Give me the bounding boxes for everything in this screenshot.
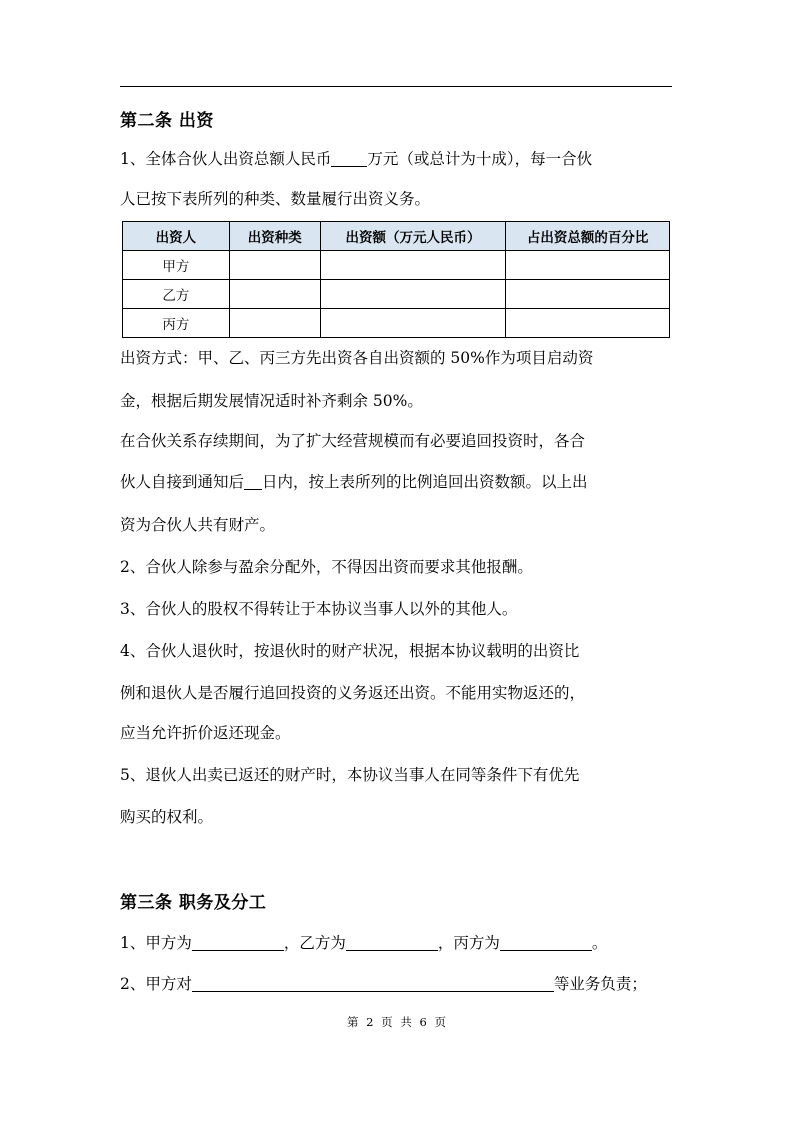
table-cell <box>229 309 320 338</box>
article-3-para-2: 2、甲方对 等业务负责； <box>120 975 647 993</box>
table-cell <box>506 309 670 338</box>
method-line-2: 金，根据后期发展情况适时补齐剩余 50%。 <box>120 392 423 410</box>
table-cell <box>229 251 320 280</box>
contribution-table <box>122 221 670 338</box>
table-cell <box>320 251 506 280</box>
party-a-role-blank <box>192 934 284 951</box>
table-row <box>123 309 670 338</box>
article-2-para-1-line-2: 人已按下表所列的种类、数量履行出资义务。 <box>120 190 431 208</box>
article-3-para-1: 1、甲方为 ，乙方为 ，丙方为 。 <box>120 934 608 952</box>
additional-investment-line-1: 在合伙关系存续期间，为了扩大经营规模而有必要追回投资时，各合 <box>120 432 586 450</box>
table-cell <box>506 251 670 280</box>
table-cell: 丙方 <box>123 309 230 338</box>
article-2-para-4-line-3: 应当允许折价返还现金。 <box>120 724 291 742</box>
table-row <box>123 280 670 309</box>
table-cell: 甲方 <box>123 251 230 280</box>
table-header-row <box>123 222 670 251</box>
table-cell <box>320 309 506 338</box>
method-line-1: 出资方式：甲、乙、丙三方先出资各自出资额的 50%作为项目启动资 <box>120 349 594 367</box>
table-cell <box>229 280 320 309</box>
article-3-heading: 第三条 职务及分工 <box>120 893 267 913</box>
table-header-cell: 占出资总额的百分比 <box>506 222 670 251</box>
table-cell: 乙方 <box>123 280 230 309</box>
table-row <box>123 251 670 280</box>
party-a-duty-blank <box>192 975 554 992</box>
party-b-role-blank <box>346 934 438 951</box>
table-cell <box>320 280 506 309</box>
article-2-para-3: 3、合伙人的股权不得转让于本协议当事人以外的其他人。 <box>120 600 518 618</box>
table-header-cell: 出资额（万元人民币） <box>320 222 506 251</box>
table-header-cell: 出资种类 <box>229 222 320 251</box>
additional-investment-line-3: 资为合伙人共有财产。 <box>120 516 276 534</box>
page-number-footer: 第 2 页 共 6 页 <box>347 1015 446 1029</box>
additional-investment-line-2: 伙人自接到通知后 日内，按上表所列的比例追回出资数额。以上出 <box>120 473 588 491</box>
table-header-cell: 出资人 <box>123 222 230 251</box>
days-blank <box>244 473 262 490</box>
article-2-para-2: 2、合伙人除参与盈余分配外，不得因出资而要求其他报酬。 <box>120 558 533 576</box>
article-2-para-4-line-1: 4、合伙人退伙时，按退伙时的财产状况，根据本协议载明的出资比 <box>120 642 580 660</box>
article-2-para-4-line-2: 例和退伙人是否履行追回投资的义务返还出资。不能用实物返还的， <box>120 684 586 702</box>
article-2-para-5-line-1: 5、退伙人出卖已返还的财产时，本协议当事人在同等条件下有优先 <box>120 766 580 784</box>
amount-blank <box>331 150 367 167</box>
article-2-para-1-line-1: 1、全体合伙人出资总额人民币 万元（或总计为十成），每一合伙 <box>120 150 593 168</box>
article-2-para-5-line-2: 购买的权利。 <box>120 808 214 826</box>
party-c-role-blank <box>500 934 592 951</box>
table-cell <box>506 280 670 309</box>
header-rule <box>120 86 672 87</box>
article-2-heading: 第二条 出资 <box>120 111 214 131</box>
